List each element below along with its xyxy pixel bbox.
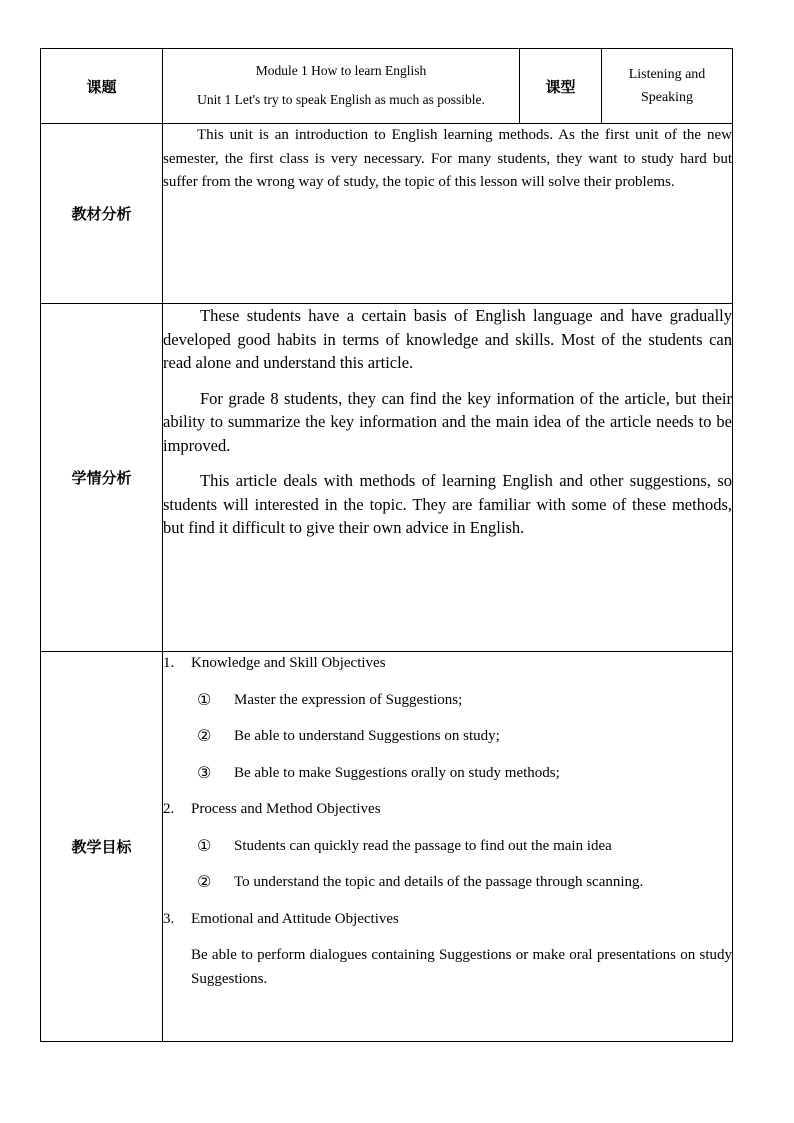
circled-number-icon: ① — [197, 835, 212, 855]
learner-paragraph: This article deals with methods of learning English and other suggestions, so students will interested in the topic. They are familiar with some of these methods, but find it difficult to give their own advice in English. — [163, 471, 732, 537]
textbook-analysis-text: This unit is an introduction to English learning methods. As the first unit of the new semester, the first class is very necessary. For many students, they want to study hard but suffer from the wrong way of study, the topic of this lesson will solve their problems. — [163, 127, 732, 190]
lesson-plan-table — [40, 48, 733, 1042]
objective-item — [163, 871, 732, 893]
objective-heading — [163, 652, 732, 674]
learner-paragraph: These students have a certain basis of English language and have gradually developed good habits in terms of knowledge and skills. Most of the students can read alone and understand this article. — [163, 306, 732, 372]
objective-heading — [163, 798, 732, 820]
objective-paragraph: Be able to perform dialogues containing Suggestions or make oral presentations on study Suggestions. — [191, 947, 732, 987]
topic-label: 课题 — [41, 49, 163, 124]
objective-title: Process and Method Objectives — [191, 801, 381, 817]
objective-item — [163, 762, 732, 784]
list-number: 1. — [163, 655, 175, 671]
objective-item-text: To understand the topic and details of the passage through scanning. — [234, 874, 644, 890]
objective-title: Emotional and Attitude Objectives — [191, 910, 399, 927]
type-value-line1: Listening and — [628, 67, 706, 82]
header-row — [41, 49, 733, 124]
objective-title: Knowledge and Skill Objectives — [191, 655, 386, 671]
objective-item-text: Be able to make Suggestions orally on study methods; — [234, 764, 560, 781]
objectives-row — [41, 652, 733, 1042]
type-label: 课型 — [520, 49, 602, 124]
circled-number-icon: ① — [197, 689, 212, 709]
objective-item-text: Students can quickly read the passage to find out the main idea — [234, 837, 612, 854]
module-title: Module 1 How to learn English — [255, 62, 427, 78]
learner-analysis-row — [41, 304, 733, 652]
topic-cell — [163, 49, 520, 124]
objective-item-text: Master the expression of Suggestions; — [234, 691, 463, 708]
textbook-analysis-row — [41, 124, 733, 304]
objectives-cell — [163, 652, 733, 1042]
circled-number-icon: ③ — [197, 762, 212, 782]
learner-analysis-label: 学情分析 — [41, 304, 163, 652]
objective-heading — [163, 908, 732, 930]
objective-item-text: Be able to understand Suggestions on study; — [234, 728, 500, 744]
learner-analysis-cell — [163, 304, 733, 652]
learner-paragraph: For grade 8 students, they can find the key information of the article, but their ability to summarize the key information and the main idea of the article needs to be improved. — [163, 388, 732, 455]
circled-number-icon: ② — [197, 726, 212, 745]
objective-item — [163, 689, 732, 711]
unit-title: Unit 1 Let's try to speak English as much as possible. — [197, 91, 485, 107]
circled-number-icon: ② — [197, 872, 212, 891]
textbook-analysis-label: 教材分析 — [41, 124, 163, 304]
list-number: 3. — [163, 910, 175, 927]
list-number: 2. — [163, 801, 175, 817]
textbook-analysis-cell — [163, 124, 733, 304]
objective-item — [163, 725, 732, 747]
objectives-label: 教学目标 — [41, 652, 163, 1042]
type-cell — [602, 49, 733, 124]
type-value-line2: Speaking — [640, 90, 694, 105]
objective-item — [163, 835, 732, 857]
